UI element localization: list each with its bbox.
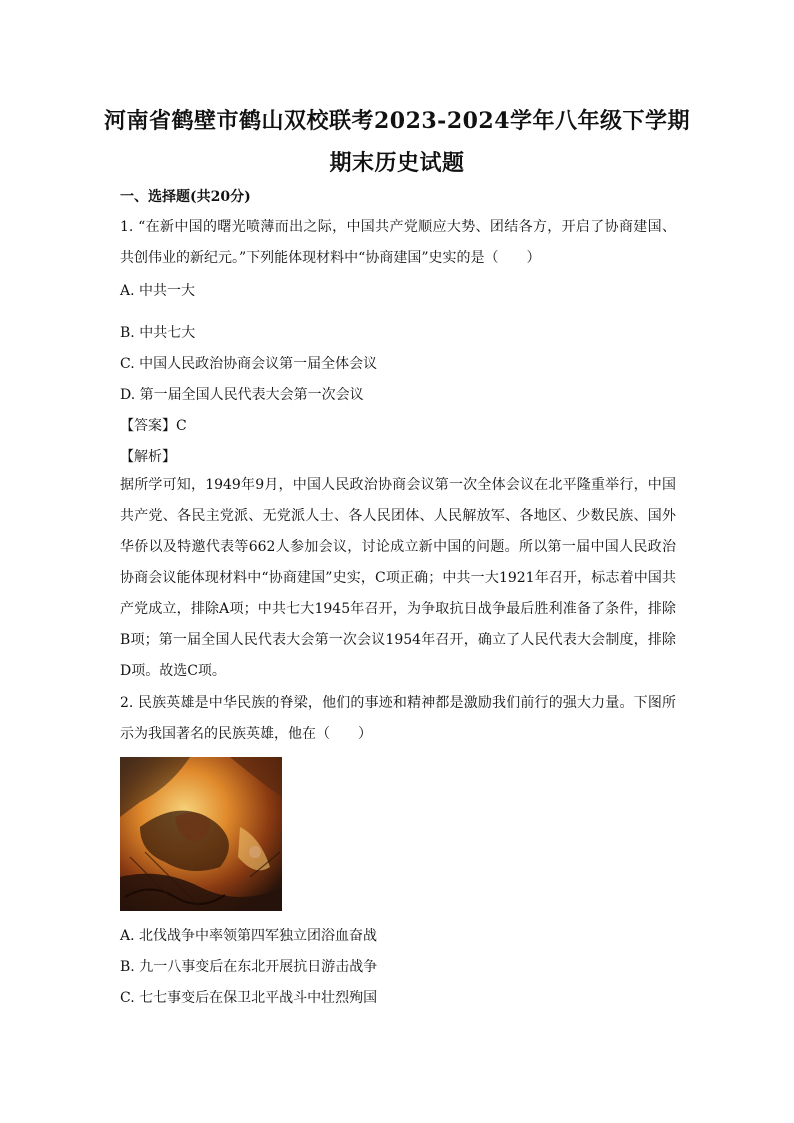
painting-illustration bbox=[120, 757, 282, 911]
page-subtitle: 期末历史试题 bbox=[329, 150, 465, 176]
hero-painting-image bbox=[120, 757, 282, 911]
q1-answer: 【答案】C bbox=[120, 418, 187, 434]
q2-option-c: C. 七七事变后在保卫北平战斗中壮烈殉国 bbox=[120, 990, 378, 1006]
q2-option-a: A. 北伐战争中率领第四军独立团浴血奋战 bbox=[120, 928, 378, 944]
q1-analysis-label: 【解析】 bbox=[120, 449, 176, 465]
q1-option-b: B. 中共七大 bbox=[120, 325, 196, 341]
question-2-stem: 2. 民族英雄是中华民族的脊梁，他们的事迹和精神都是激励我们前行的强大力量。下图所示为我国著名的民族英雄，他在（ ） bbox=[120, 695, 676, 742]
question-1-stem: 1. “在新中国的曙光喷薄而出之际，中国共产党顺应大势、团结各方，开启了协商建国、共创伟业的新纪元。”下列能体现材料中“协商建国”史实的是（ ） bbox=[120, 219, 676, 266]
page-title: 河南省鹤壁市鹤山双校联考2023-2024学年八年级下学期 bbox=[103, 108, 691, 134]
q1-option-a: A. 中共一大 bbox=[120, 283, 196, 299]
q1-analysis: 据所学可知，1949年9月，中国人民政治协商会议第一次全体会议在北平隆重举行，中国共产党、各民主党派、无党派人士、各人民团体、人民解放军、各地区、少数民族、国外华侨以及特邀代表等662人参加会议，讨论成立新中国的问题。所以第一届中国人民政治协商会议能体现材料中“协商建国”史实，C项正确；中共一大1921年召开，标志着中国共产党成立，排除A项；中共七大1945年召开，为争取抗日战争最后胜利准备了条件，排除B项；第一届全国人民代表大会第一次会议1954年召开，确立了人民代表大会制度，排除D项。故选C项。 bbox=[120, 477, 676, 679]
section-heading: 一、选择题(共20分) bbox=[120, 189, 251, 205]
q2-option-b: B. 九一八事变后在东北开展抗日游击战争 bbox=[120, 959, 378, 975]
q1-option-d: D. 第一届全国人民代表大会第一次会议 bbox=[120, 387, 364, 403]
q1-option-c: C. 中国人民政治协商会议第一届全体会议 bbox=[120, 356, 378, 372]
